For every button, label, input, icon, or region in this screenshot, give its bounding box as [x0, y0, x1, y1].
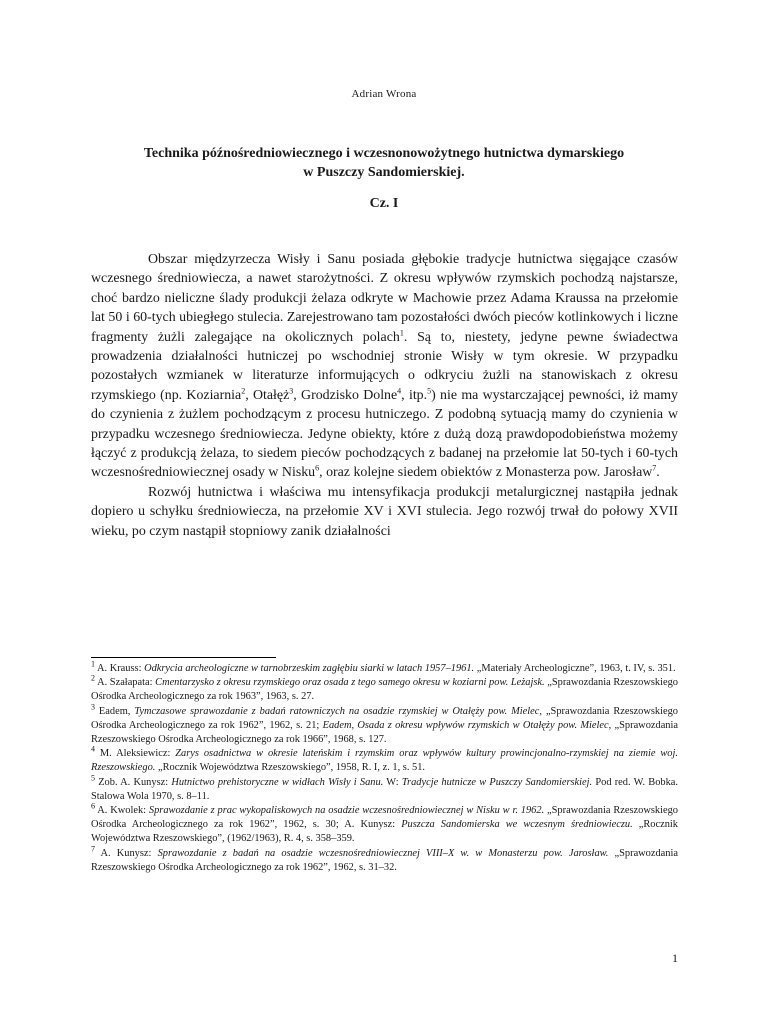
footnote-title: Sprawozdanie z badań na osadzie wczesnośredniowiecznej VIII–X w. w Monasterzu pow. Jarosław. [157, 847, 609, 859]
footnote-text: M. Aleksiewicz: [95, 748, 176, 760]
footnote-title: Odkrycia archeologiczne w tarnobrzeskim zagłębiu siarki w latach 1957–1961. [144, 663, 475, 674]
footnote-text: A. Szałapata: [95, 677, 156, 689]
footnote-ref-1[interactable]: 1 [399, 328, 404, 337]
footnote-text: „Sprawozdania Rzeszowskiego Ośrodka Archeologicznego za rok 1962”, 1962, s. 31–32. [91, 847, 678, 873]
footnote-6 [91, 801, 678, 847]
author-name: Adrian Wrona [351, 88, 417, 100]
footnote-3 [91, 702, 678, 748]
paragraph-2: Rozwój hutnictwa i właściwa mu intensyfikacja produkcji metalurgicznej nastąpiła jednak dopiero u schyłku średniowiecza, na przełomie XV i XVI stulecia. Jego rozwój trwał do połowy XVII wieku, po czym nastąpił stopniowy zanik działalności [91, 484, 678, 539]
footnote-5 [91, 773, 678, 804]
part-heading: Cz. I [369, 196, 399, 211]
footnote-text: Zob. A. Kunysz: [95, 776, 172, 788]
title-line-1: Technika późnośredniowiecznego i wczesnonowożytnego hutnictwa dymarskiego [143, 146, 625, 161]
document-title [0, 144, 768, 182]
page-number: 1 [672, 951, 678, 965]
footnote-ref-6[interactable]: 6 [315, 463, 320, 473]
footnote-title: Puszcza Sandomierska we wczesnym średniowieczu. [401, 819, 633, 831]
footnote-number: 4 [91, 744, 95, 754]
title-line-2: w Puszczy Sandomierskiej. [303, 165, 465, 180]
footnote-number: 2 [91, 673, 95, 683]
footnote-title: Cmentarzysko z okresu rzymskiego oraz osada z tego samego okresu w koziarni pow. Leżajsk. [155, 677, 545, 689]
footnote-text: „Rocznik Województwa Rzeszowskiego”, (1962/1963), R. 4, s. 358–359. [91, 819, 678, 845]
footnote-number: 7 [91, 844, 95, 854]
footnote-4 [91, 744, 678, 775]
footnotes [91, 659, 679, 875]
footnote-number: 1 [91, 659, 95, 669]
footnote-text: „Sprawozdania Rzeszowskiego Ośrodka Archeologicznego za rok 1963”, 1963, s. 27. [91, 677, 679, 703]
footnote-number: 3 [91, 702, 95, 712]
footnote-text: „Sprawozdania Rzeszowskiego Ośrodka Archeologicznego za rok 1962”, 1962, s. 30; A. Kunysz: [91, 805, 678, 831]
footnote-text: , „Sprawozdania Rzeszowskiego Ośrodka Archeologicznego za rok 1966”, 1968, s. 127. [91, 719, 678, 746]
footnote-ref-4[interactable]: 4 [397, 386, 402, 396]
footnote-text: Eadem, [95, 705, 135, 717]
footnote-1 [91, 659, 678, 676]
footnote-text: A. Krauss: [95, 663, 145, 674]
body-text [91, 250, 678, 541]
footnote-text: „Sprawozdania Rzeszowskiego Ośrodka Archeologicznego za rok 1962”, 1962, s. 21; [91, 705, 678, 731]
footnote-ref-2[interactable]: 2 [241, 386, 246, 396]
footnote-text: A. Kunysz: [95, 847, 158, 859]
footnote-text: A. Kwolek: [95, 805, 149, 817]
footnote-number: 6 [91, 801, 95, 811]
footnote-ref-7[interactable]: 7 [652, 463, 657, 473]
footnote-title: Zarys osadnictwa w okresie lateńskim i rzymskim oraz wpływów kultury prowincjonalno-rzymskiej na ziemie woj. Rzeszowskiego. [91, 748, 678, 774]
footnote-ref-5[interactable]: 5 [427, 386, 432, 396]
footnote-title: Tradycje hutnicze w Puszczy Sandomierskiej. [401, 776, 593, 788]
footnote-text: W: [383, 776, 402, 788]
footnote-separator [91, 657, 276, 658]
footnote-text: Pod red. W. Bobka. Stalowa Wola 1970, s. 8–11. [91, 776, 678, 802]
footnote-text: „Rocznik Województwa Rzeszowskiego”, 1958, R. I, z. 1, s. 51. [155, 762, 426, 774]
footnote-title: Hutnictwo prehistoryczne w widłach Wisły i Sanu. [171, 776, 384, 788]
footnote-title: Sprawozdanie z prac wykopaliskowych na osadzie wczesnośredniowiecznej w Nisku w r. 1962. [148, 805, 545, 817]
paragraph-1: Obszar międzyrzecza Wisły i Sanu posiada głębokie tradycje hutnictwa sięgające czasów wczesnego średniowiecza, a nawet starożytności. Z okresu wpływów rzymskich pochodzą najstarsze, choć bardzo nieliczne ślady produkcji żelaza odkryte w Machowie przez Adama Kraussa na przełomie lat 50 i 60-tych ubiegłego stulecia. Zarejestrowano tam pozostałości dwóch pieców kotlinkowych i liczne fragmenty żużli zalegające na okolicznych polach$^1$. Są to, niestety, jedyne pewne świadectwa prowadzenia działalności hutniczej po wschodniej stronie Wisły w tym okresie. W przypadku pozostałych wzmianek w literaturze informujących o odkryciu żużli na stanowiskach z okresu rzymskiego (np. Koziarnia$^2$, Otałęż$^3$, Grodzisko Dolne$^4$, itp.$^5$) nie ma wystarczającej pewności, iż mamy do czynienia z żużlem pochodzącym z procesu hutniczego. Z podobną sytuacją mamy do czynienia w przypadku wczesnego średniowiecza. Jedyne obiekty, które z dużą dozą prawdopodobieństwa możemy łączyć z produkcją żelaza, to siedem pieców pochodzących z badanej na przełomie lat 50-tych i 60-tych wczesnośredniowiecznej osady w Nisku$^6$, oraz kolejne siedem obiektów z Monasterza pow. Jarosław$^7$. [91, 252, 678, 481]
footnote-title: Eadem, Osada z okresu wpływów rzymskich w Otałęży pow. Mielec [322, 719, 609, 731]
footnote-title: Tymczasowe sprawozdanie z badań ratowniczych na osadzie rzymskiej w Otałęży pow. Mielec, [134, 705, 543, 717]
footnote-ref-3[interactable]: 3 [289, 386, 294, 396]
footnote-7 [91, 844, 678, 875]
footnote-text: „Materiały Archeologiczne”, 1963, t. IV, s. 351. [474, 663, 676, 674]
footnote-2 [91, 673, 679, 704]
footnote-number: 5 [91, 773, 95, 783]
